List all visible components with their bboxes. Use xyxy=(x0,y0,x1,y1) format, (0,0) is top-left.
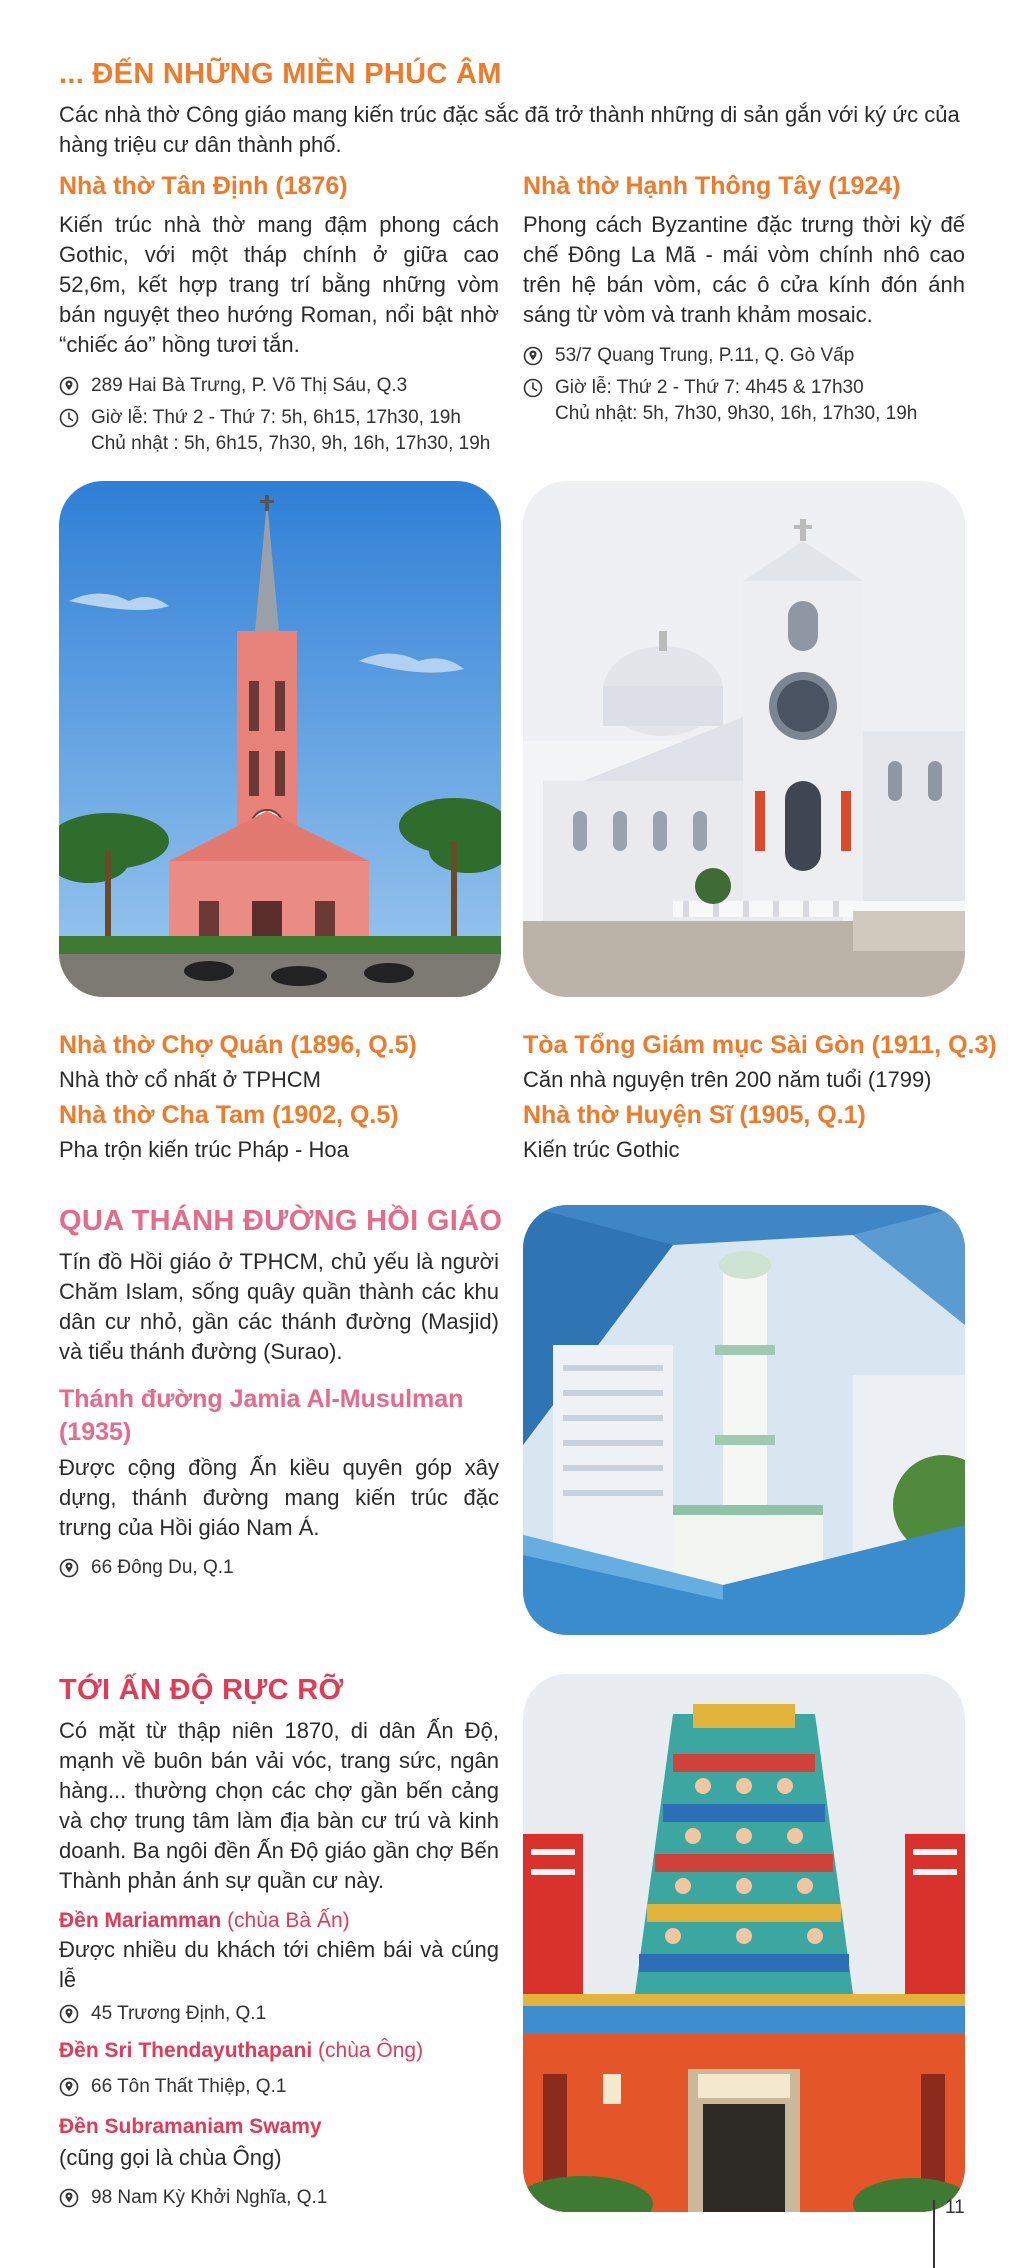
photo-tan-dinh-church xyxy=(59,481,501,997)
temple2-alias: (chùa Ông) xyxy=(318,2039,424,2062)
church-desc-huyen-si: Kiến trúc Gothic xyxy=(523,1137,680,1162)
address-text: 66 Tôn Thất Thiệp, Q.1 xyxy=(91,2076,287,2097)
address-text: 45 Trương Định, Q.1 xyxy=(91,2003,267,2024)
location-pin-icon xyxy=(59,2188,79,2208)
address-text: 98 Nam Kỳ Khởi Nghĩa, Q.1 xyxy=(91,2187,328,2208)
location-pin-icon xyxy=(59,2077,79,2097)
hours-sunday: Chủ nhật: 5h, 7h30, 9h30, 16h, 17h30, 19h xyxy=(555,403,918,424)
photo-hanh-thong-tay-church xyxy=(523,481,965,997)
hours-weekday: Giờ lễ: Thứ 2 - Thứ 7: 4h45 & 17h30 xyxy=(555,377,864,398)
address-text: 53/7 Quang Trung, P.11, Q. Gò Vấp xyxy=(555,345,855,366)
location-pin-icon xyxy=(523,346,543,366)
hours-sunday: Chủ nhật : 5h, 6h15, 7h30, 9h, 16h, 17h30, 19h xyxy=(91,433,491,454)
church-desc-tan-dinh: Kiến trúc nhà thờ mang đậm phong cách Gothic, với một tháp chính ở giữa cao 52,6m, kết hợp trang trí bằng những vòm bán nguyệt theo hướng Roman, nổi bật nhờ “chiếc áo” hồng tươi tắn. xyxy=(59,212,499,357)
location-pin-icon xyxy=(59,2004,79,2024)
church-address-tan-dinh xyxy=(59,373,499,399)
clock-icon xyxy=(523,378,543,398)
location-pin-icon xyxy=(59,1558,79,1578)
mosque-address xyxy=(59,1555,499,1581)
page-number: 11 xyxy=(945,2197,965,2218)
temple1-address xyxy=(59,2001,499,2027)
temple2-name: Đền Sri Thendayuthapani xyxy=(59,2039,313,2062)
church-title-cha-tam: Nhà thờ Cha Tam (1902, Q.5) xyxy=(59,1101,399,1129)
temple1-alias: (chùa Bà Ấn) xyxy=(227,1909,350,1932)
address-text: 289 Hai Bà Trưng, P. Võ Thị Sáu, Q.3 xyxy=(91,375,408,396)
section-title-churches: ... ĐẾN NHỮNG MIỀN PHÚC ÂM xyxy=(59,58,502,90)
church-address-hanh-thong-tay xyxy=(523,343,965,369)
temple3-name: Đền Subramaniam Swamy xyxy=(59,2115,322,2138)
church-hours-tan-dinh xyxy=(59,405,519,457)
clock-icon xyxy=(59,408,79,428)
section-title-mosques: QUA THÁNH ĐƯỜNG HỒI GIÁO xyxy=(59,1205,503,1237)
section-intro-churches: Các nhà thờ Công giáo mang kiến trúc đặc sắc đã trở thành những di sản gắn với ký ức của hàng triệu cư dân thành phố. xyxy=(59,102,960,157)
church-title-hanh-thong-tay: Nhà thờ Hạnh Thông Tây (1924) xyxy=(523,172,901,200)
temple1-desc: Được nhiều du khách tới chiêm bái và cúng lễ xyxy=(59,1937,499,1992)
mosque-title: Thánh đường Jamia Al-Musulman (1935) xyxy=(59,1385,464,1446)
photo-jamia-al-musulman-mosque xyxy=(523,1205,965,1635)
section-intro-mosques: Tín đồ Hồi giáo ở TPHCM, chủ yếu là người Chăm Islam, sống quây quần thành các khu dân cư nhỏ, gần các thánh đường (Masjid) và tiểu thánh đường (Surao). xyxy=(59,1249,499,1364)
church-desc-toa-tong-giam-muc: Căn nhà nguyện trên 200 năm tuổi (1799) xyxy=(523,1067,932,1092)
church-title-tan-dinh: Nhà thờ Tân Định (1876) xyxy=(59,172,348,200)
church-desc-cho-quan: Nhà thờ cổ nhất ở TPHCM xyxy=(59,1067,321,1092)
hours-weekday: Giờ lễ: Thứ 2 - Thứ 7: 5h, 6h15, 17h30, 19h xyxy=(91,407,461,428)
temple1-name: Đền Mariamman xyxy=(59,1909,222,1932)
photo-mariamman-temple xyxy=(523,1674,965,2212)
temple3-alias: (cũng gọi là chùa Ông) xyxy=(59,2145,282,2170)
church-desc-cha-tam: Pha trộn kiến trúc Pháp - Hoa xyxy=(59,1137,349,1162)
mosque-desc: Được cộng đồng Ấn kiều quyên góp xây dựng, thánh đường mang kiến trúc đặc trưng của Hồi giáo Nam Á. xyxy=(59,1455,499,1540)
church-title-huyen-si: Nhà thờ Huyện Sĩ (1905, Q.1) xyxy=(523,1101,866,1129)
location-pin-icon xyxy=(59,376,79,396)
temple3-address xyxy=(59,2185,499,2211)
church-title-cho-quan: Nhà thờ Chợ Quán (1896, Q.5) xyxy=(59,1031,417,1059)
address-text: 66 Đông Du, Q.1 xyxy=(91,1557,234,1578)
temple2-heading xyxy=(59,2037,499,2065)
church-hours-hanh-thong-tay xyxy=(523,375,965,427)
temple2-address xyxy=(59,2074,499,2100)
temple3-heading xyxy=(59,2113,499,2141)
church-title-toa-tong-giam-muc: Tòa Tổng Giám mục Sài Gòn (1911, Q.3) xyxy=(523,1031,997,1059)
church-desc-hanh-thong-tay: Phong cách Byzantine đặc trưng thời kỳ đế chế Đông La Mã - mái vòm chính nhô cao trên hệ bán vòm, các ô cửa kính đón ánh sáng từ vòm và tranh khảm mosaic. xyxy=(523,212,965,327)
section-title-hindu-temples: TỚI ẤN ĐỘ RỰC RỠ xyxy=(59,1674,344,1706)
page-rule xyxy=(933,2200,935,2268)
section-intro-hindu-temples: Có mặt từ thập niên 1870, di dân Ấn Độ, mạnh về buôn bán vải vóc, trang sức, ngân hàng... thường chọn các chợ gần bến cảng và chợ trung tâm làm địa bàn cư trú và kinh doanh. Ba ngôi đền Ấn Độ giáo gần chợ Bến Thành phản ánh sự quần cư này. xyxy=(59,1718,499,1893)
temple1-heading xyxy=(59,1907,499,1935)
